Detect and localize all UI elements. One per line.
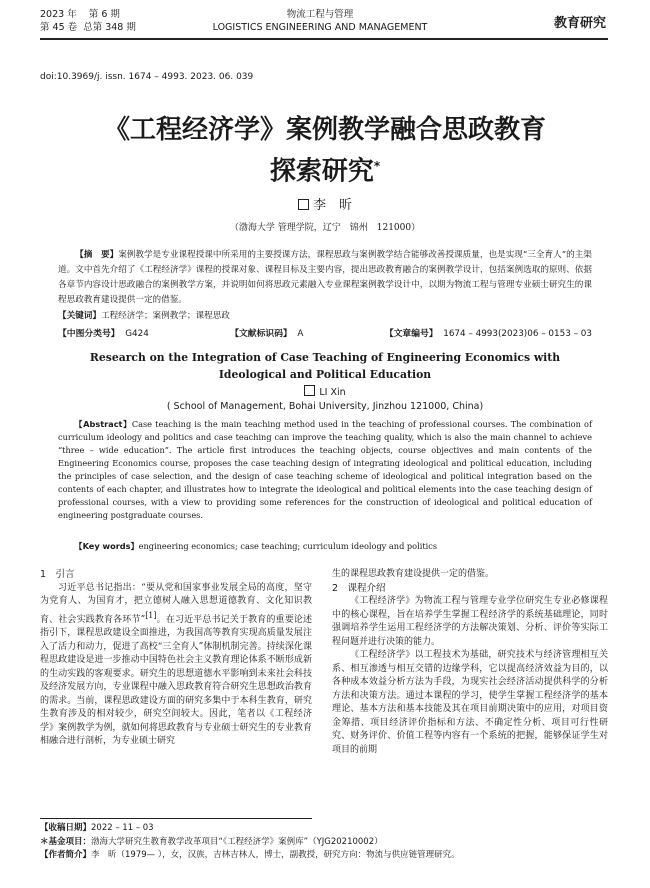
doi: doi:10.3969/j. issn. 1674 – 4993. 2023. 06. 039 [40,72,254,82]
journal-cn: 物流工程与管理 [286,9,354,20]
keywords-en-text: engineering economics; case teaching; curriculum ideology and politics [138,541,438,551]
intro-paragraph [40,582,312,749]
author-name: 李 昕 [312,198,352,213]
keywords-en-label: 【Key words】 [74,541,139,551]
keywords-cn-label: 【关键词】 [58,311,101,321]
title-line-2: 探索研究 [269,156,374,187]
author [0,194,650,213]
author-box-icon [298,199,309,210]
section-heading-course: 2 课程介绍 [332,582,386,594]
article-number-label: 【文章编号】 [384,329,438,339]
author-en [0,385,650,398]
section-label: 教育研究 [553,16,606,31]
abstract-en-text: Case teaching is the main teaching method used in the teaching of professional courses. The combination of curriculum ideology and politics and case teaching can improve the teaching quality, which is also the main channel to achieve “three – wide education”. The article first introduces the teaching objects, course objectives and main contents of the Engineering Economics course, proposes the case teaching design of integrating ideological and political education, including the principles of case selection, and the design of case teaching scheme of ideological and political integration based on the contents of each chapter, and illustrates how to integrate the ideological and political elements into the case teaching design of professional courses, with a view to providing some references for the construction of ideological and political education of engineering postgraduate courses. [58,419,592,520]
section-heading-intro: 1 引言 [40,569,75,580]
left-column [40,568,312,749]
bio-text: 李 昕（1979— ），女，汉族，吉林吉林人，博士，副教授，研究方向：物流与供应链管理研究。 [91,850,460,860]
intro-text-1: 习近平总书记指出：“要从党和国家事业发展全局的高度，坚守为党育人、为国育才，把立德树人融入思想道德教育、文化知识教育、社会实践教育各环节” [40,582,312,625]
footnote-rule [40,818,312,819]
citation-1: [1] [145,610,157,620]
abstract-cn [58,248,592,308]
fund-label: ＊基金项目： [40,836,92,847]
footnotes [40,822,612,863]
fund-text: 渤海大学研究生教育教学改革项目“《工程经济学》案例库”（YJG20210002） [91,836,383,847]
total-issue: 总第 348 期 [83,22,136,33]
affiliation: （渤海大学 管理学院，辽宁 锦州 121000） [229,223,421,233]
keywords-cn [58,310,592,324]
author-en-box-icon [304,385,315,396]
doc-code-label: 【文献标识码】 [230,329,292,339]
bio-label: 【作者简介】 [40,850,92,860]
issue-info [40,8,190,34]
classification [58,326,592,339]
volume: 第 45 卷 [40,22,78,33]
abstract-cn-text: 案例教学是专业课程授课中所采用的主要授课方法，课程思政与案例教学结合能够改善授课质量，也是实现“三全育人”的主渠道。文中首先介绍了《工程经济学》课程的授课对象、课程目标及主要内容，提出思政教育融合的案例教学设计，包括案例选取的原则、依据各章节内容设计思政融合的案例教学方案，并说明如何将思政元素融入专业课程案例教学设计中，以期为物流工程与管理专业硕士研究生的课程思政教育建设提供一定的借鉴。 [58,250,592,305]
clc-label: 【中图分类号】 [58,329,120,339]
abstract-en-label: 【Abstract】 [74,419,132,429]
journal-name [190,8,450,34]
continued-paragraph: 生的课程思政教育建设提供一定的借鉴。 [332,569,495,579]
title-line-1: 《工程经济学》案例教学融合思政教育 [103,115,546,145]
keywords-cn-text: 工程经济学；案例教学；课程思政 [100,311,230,321]
affiliation-en: ( School of Management, Bohai University, Jinzhou 121000, China) [166,401,484,412]
abstract-en [58,418,592,522]
title-footnote-mark: * [373,159,381,173]
course-paragraph-2: 《工程经济学》以工程技术为基础，研究技术与经济管理相互关系、相互渗透与相互交错的边缘学科，它以提高经济效益为目的，以各种成本效益分析方法为手段，为现实社会经济活动提供科学的分析方法和决策方法。通过本课程的学习，使学生掌握工程经济学的基本理论、基本方法和基本技能及其在项目前期决策中的应用，对项目资金筹措、项目经济评价指标和方法、不确定性分析、项目可行性研究、财务评价、价值工程等内容有一个系统的把握，能够保证学生对项目的前期 [332,650,608,755]
title-en [40,349,610,383]
header-rule [40,38,608,40]
title-en-line-2: Ideological and Political Education [218,368,432,381]
course-paragraph-1: 《工程经济学》为物流工程与管理专业学位研究生专业必修课程中的核心课程，旨在培养学生掌握工程经济学的系统基础理论，同时强调培养学生运用工程经济学的方法解决策划、分析、评价等实际工程问题并进行决策的能力。 [332,596,608,647]
abstract-cn-label: 【摘 要】 [75,250,119,260]
author-en-name: LI Xin [319,387,346,398]
journal-en: LOGISTICS ENGINEERING AND MANAGEMENT [212,22,428,33]
article-number-value: 1674 – 4993(2023)06 – 0153 – 03 [443,329,592,339]
title-en-line-1: Research on the Integration of Case Teaching of Engineering Economics with [89,351,561,364]
intro-text-2: 。在习近平总书记关于教育的重要论述指引下，课程思政建设全面推进，为我国高等教育实现高质量发展注入了活力和动力，促进了高校“三全育人”体制机制完善。持续深化课程思政建设是进一步推动中国特色社会主义教育理论体系不断形成新的生动实践的客观要求。研究生的思想道德水平影响到未来社会科技及经济发展方向，专业课程中融入思政教育符合研究生思想政治教育的需求。当前，课程思政建设方面的研究多集中于本科生教育，研究生教育涉及的相对较少，研究空间较大。因此，笔者以《工程经济学》案例教学为例，就如何将思政教育与专业硕士研究生的专业教育相融合进行剖析，为专业硕士研究 [40,614,312,746]
issue: 第 6 期 [88,9,120,20]
right-column [332,568,608,757]
doc-code-value: A [297,329,304,339]
paper-title [40,112,610,190]
received-label: 【收稿日期】 [40,823,92,833]
clc-value: G424 [125,329,149,339]
received-date: 2022 – 11 – 03 [91,823,154,833]
year: 2023 年 [40,9,77,20]
keywords-en [58,540,592,553]
